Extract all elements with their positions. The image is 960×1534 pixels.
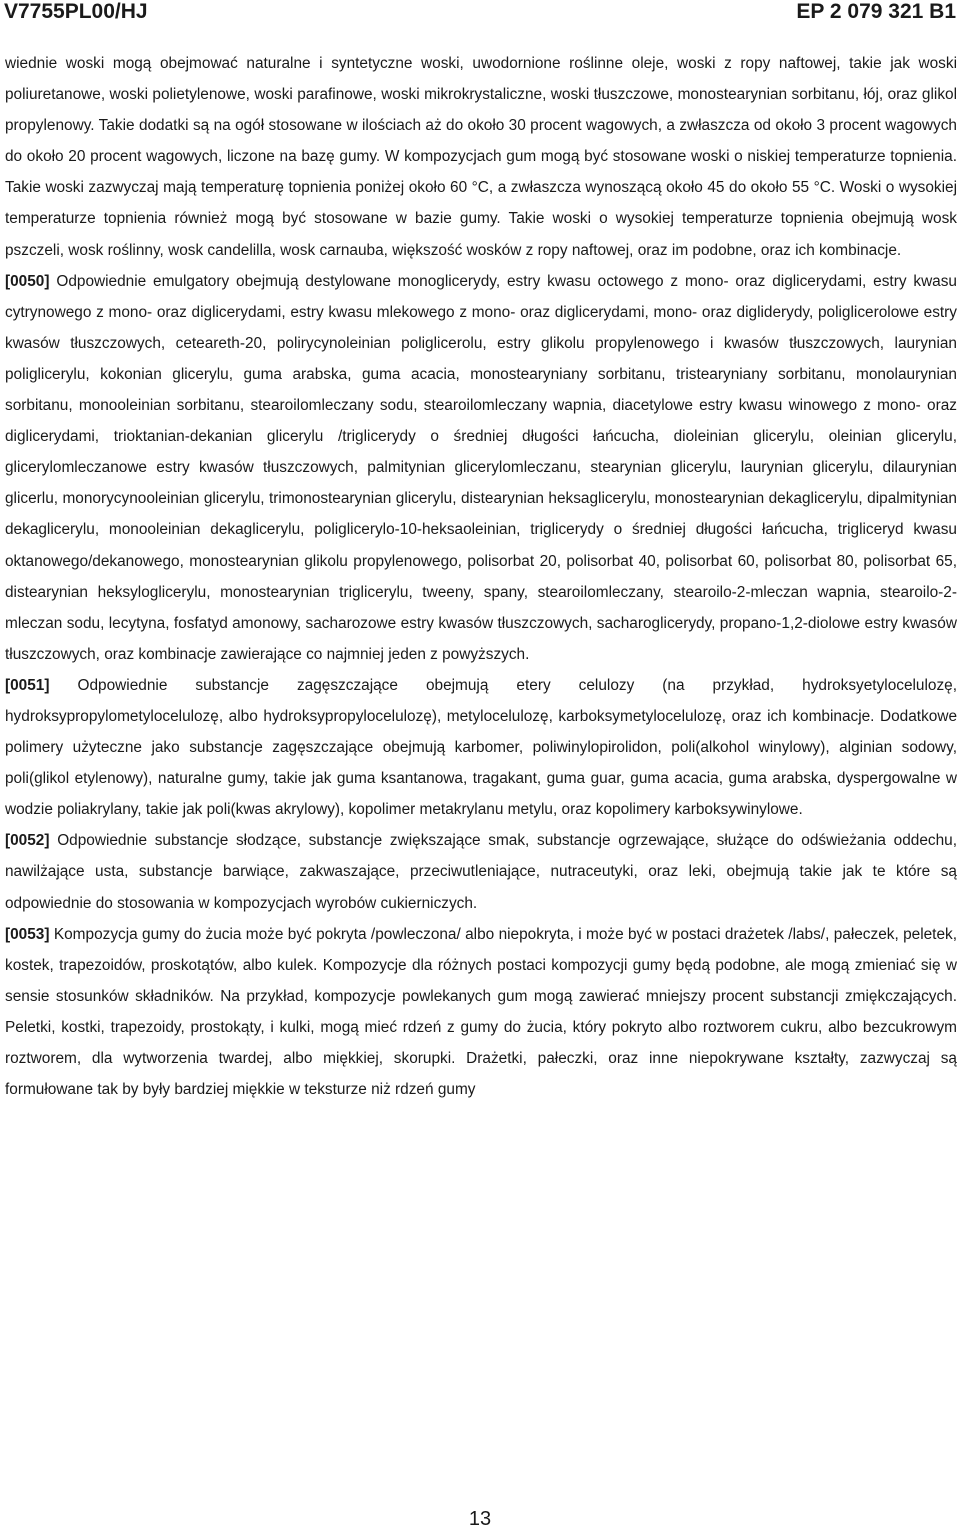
paragraph-text: Kompozycja gumy do żucia może być pokryta /powleczona/ albo niepokryta, i może być w postaci drażetek /labs/, pałeczek, peletek, kostek, trapezoidów, proskotątów, albo kulek. Kompozycje dla różnych postaci kompozycji gumy będą podobne, ale mogą zmieniać się w sensie stosunków składników. Na przykład, kompozycje powlekanych gum mogą zawierać mniejszy procent substancji zmiękczających. Peletki, kostki, trapezoidy, prostokąty, i kulki, mogą mieć rdzeń z gumy do żucia, który pokryto albo roztworem cukru, albo bezcukrowym roztworem, dla wytworzenia twardej, albo miękkiej, skorupki. Drażetki, pałeczki, oraz inne niepokrywane kształty, zazwyczaj są formułowane tak by były bardziej miękkie w teksturze niż rdzeń gumy [5,925,957,1099]
paragraph-number: [0050] [5,272,50,290]
paragraph-number: [0051] [5,676,50,694]
document-code: V7755PL00/HJ [4,0,148,23]
paragraph-0053 [5,919,957,1106]
body-text [5,48,957,1105]
paragraph-continuation [5,48,957,266]
paragraph-number: [0053] [5,925,50,943]
paragraph-text: Odpowiednie substancje słodzące, substancje zwiększające smak, substancje ogrzewające, służące do odświeżania oddechu, nawilżające usta, substancje barwiące, zakwaszające, przeciwutleniające, nutraceutyki, oraz leki, obejmują takie jak te które są odpowiednie do stosowania w kompozycjach wyrobów cukierniczych. [5,832,957,912]
patent-number: EP 2 079 321 B1 [796,0,956,23]
paragraph-0051 [5,670,957,825]
paragraph-text: wiednie woski mogą obejmować naturalne i syntetyczne woski, uwodornione roślinne oleje, woski z ropy naftowej, takie jak woski poliuretanowe, woski polietylenowe, woski parafinowe, woski mikrokrystaliczne, woski tłuszczowe, monostearynian sorbitanu, łój, oraz glikol propylenowy. Takie dodatki są na ogół stosowane w ilościach aż do około 30 procent wagowych, a zwłaszcza od około 3 procent wagowych do około 20 procent wagowych, liczone na bazę gumy. W kompozycjach gum mogą być stosowane woski o niskiej temperaturze topnienia. Takie woski zazwyczaj mają temperaturę topnienia poniżej około 60 °C, a zwłaszcza wynoszącą około 45 do około 55 °C. Woski o wysokiej temperaturze topnienia również mogą być stosowane w bazie gumy. Takie woski o wysokiej temperaturze topnienia obejmują wosk pszczeli, wosk roślinny, wosk candelilla, wosk carnauba, większość wosków z ropy naftowej, oraz im podobne, oraz ich kombinacje. [5,55,957,259]
page-number: 13 [468,1508,492,1530]
paragraph-0050 [5,266,957,670]
paragraph-text: Odpowiednie substancje zagęszczające obejmują etery celulozy (na przykład, hydroksyetylocelulozę, hydroksypropylometylocelulozę, albo hydroksypropylocelulozę), metylocelulozę, karboksymetylocelulozę, oraz ich kombinacje. Dodatkowe polimery użyteczne jako substancje zagęszczające obejmują karbomer, poliwinylopirolidon, poli(alkohol winylowy), alginian sodowy, poli(glikol etylenowy), naturalne gumy, takie jak guma ksantanowa, tragakant, guma guar, guma acacia, guma arabska, dyspergowalne w wodzie poliakrylany, takie jak poli(kwas akrylowy), kopolimer metakrylanu metylu, oraz kopolimery karboksywinylowe. [5,676,957,819]
page-header [4,0,956,30]
paragraph-text: Odpowiednie emulgatory obejmują destylowane monoglicerydy, estry kwasu octowego z mono- oraz diglicerydami, estry kwasu cytrynowego z mono- oraz diglicerydami, estry kwasu mlekowego z mono- oraz diglicerydami, mono- oraz digliderydy, poliglicerolowe estry kwasów tłuszczowych, ceteareth-20, polirycynoleinian poliglicerolu, estry glikolu propylenowego i kwasów tłuszczowych, laurynian poliglicerylu, kokonian glicerylu, guma arabska, guma acacia, monostearyniany sorbitanu, tristearyniany sorbitanu, monolaurynian sorbitanu, monooleinian sorbitanu, stearoilomleczany sodu, stearoilomleczany wapnia, diacetylowe estry kwasu winowego z mono- oraz diglicerydami, trioktanian-dekanian glicerylu /triglicerydy o średniej długości łańcucha, dioleinian glicerylu, oleinian glicerylu, glicerylomleczanowe estry kwasów tłuszczowych, palmitynian glicerylomleczanu, stearynian glicerylu, laurynian glicerylu, dilaurynian glicerlu, monorycynooleinian glicerylu, trimonostearynian glicerylu, distearynian heksaglicerylu, monostearynian dekaglicerylu, dipalmitynian dekaglicerylu, monooleinian dekaglicerylu, poliglicerylo-10-heksaoleinian, triglicerydy o średniej długości łańcucha, trigliceryd kwasu oktanowego/dekanowego, monostearynian glikolu propylenowego, polisorbat 20, polisorbat 40, polisorbat 60, polisorbat 80, polisorbat 65, distearynian heksyloglicerylu, monostearynian triglicerylu, tweeny, spany, stearoilomleczany, stearoilo-2-mleczan wapnia, stearoilo-2-mleczan sodu, lecytyna, fosfatyd amonowy, sacharozowe estry kwasów tłuszczowych, sacharoglicerydy, propano-1,2-diolowe estry kwasów tłuszczowych, oraz kombinacje zawierające co najmniej jeden z powyższych. [5,272,957,663]
paragraph-number: [0052] [5,832,50,850]
paragraph-0052 [5,825,957,918]
